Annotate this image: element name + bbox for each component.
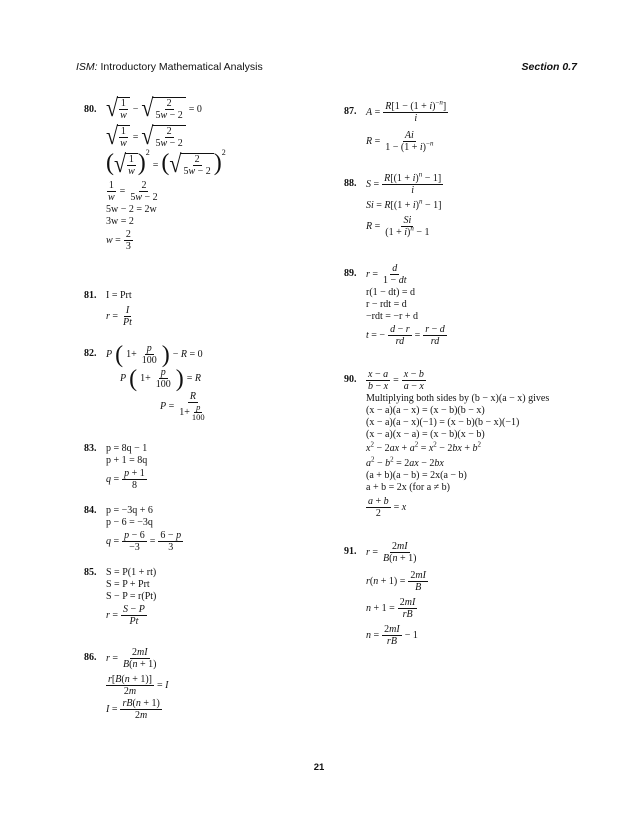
solution (106, 443, 150, 492)
solution (106, 342, 212, 423)
equation-line: r = $\frac{2mI}{B(n + 1)}$ (366, 541, 417, 564)
problem-number: 85. (84, 567, 97, 578)
equation-line: $\frac{x - a}{b - x}$ = $\frac{x - b}{a - x}$ (368, 369, 424, 392)
equation-line: n = $\frac{2mI}{rB}$ − 1 (366, 624, 418, 647)
explanation-text: Multiplying both sides by (b − x)(a − x) gives (366, 393, 550, 404)
equation-line: r = $\frac{I}{Pt}$ (106, 305, 132, 328)
equation-line: I = $\frac{rB(n + 1)}{2m}$ (106, 698, 160, 721)
equation-line: P = R 1+ $\frac{p}{100}$ (160, 391, 205, 422)
solution (106, 646, 172, 722)
page-number: 21 (313, 762, 325, 773)
problem-number: 89. (344, 268, 357, 279)
equation-line: √ $\frac{1}{w}$ − √ $\frac{2}{5w - 2}$ = 0 (106, 92, 202, 122)
equation-line: 3w = 2 (106, 216, 134, 227)
equation-line: P ( 1+ $\frac{p}{100}$ ) − R = 0 (106, 341, 203, 368)
running-header-section: Section 0.7 (521, 61, 577, 73)
equation-line: A = $\frac{R[1 - (1 + i)^{-n}]}{i}$ (366, 98, 447, 124)
equation-line: p + 1 = 8q (106, 455, 148, 466)
equation-line: ( √ $\frac{1}{w}$ ) 2 = ( √ $\frac{2}{5w - 2}$ ) 2 (106, 148, 226, 178)
equation-line: p = 8q − 1 (106, 443, 148, 454)
equation-line: $\frac{a + b}{2}$ = x (368, 496, 407, 519)
solution (366, 172, 446, 239)
equation-line: r = $\frac{S - P}{Pt}$ (106, 604, 145, 627)
equation-line: $\frac{r[B(n + 1)]}{2m}$ = I (108, 674, 169, 697)
equation-line: p − 6 = −3q (106, 517, 153, 528)
equation-line: p = −3q + 6 (106, 505, 153, 516)
equation-line: r = $\frac{d}{1 - dt}$ (366, 263, 407, 286)
equation-line: P ( 1+ $\frac{p}{100}$ ) = R (120, 365, 201, 392)
problem-number: 83. (84, 443, 97, 454)
book-title: Introductory Mathematical Analysis (100, 61, 263, 73)
equation-line: S = P + Prt (106, 579, 150, 590)
solution (366, 368, 549, 520)
book-abbrev: ISM: (76, 61, 98, 73)
equation-line: q = $\frac{p + 1}{8}$ (106, 468, 145, 491)
problem-number: 80. (84, 104, 97, 115)
solution (366, 540, 431, 648)
solution (106, 290, 137, 329)
problem-number: 90. (344, 374, 357, 385)
running-header-left (76, 61, 263, 73)
equation-line: √ $\frac{1}{w}$ = √ $\frac{2}{5w - 2}$ (106, 125, 229, 149)
equation-line: a + b = 2x (for a ≠ b) (366, 482, 450, 493)
solution (106, 567, 156, 628)
equation-line: (x − a)(x − a) = (x − b)(x − b) (366, 429, 485, 440)
problem-number: 84. (84, 505, 97, 516)
equation-line: $a^2 - b^2 = 2ax - 2bx$ (366, 455, 444, 469)
equation-line: S = P(1 + rt) (106, 567, 157, 578)
equation-line: t = − $\frac{d - r}{rd}$ = $\frac{r - d}{rd}$ (366, 324, 445, 347)
equation-line: (a + b)(a − b) = 2x(a − b) (366, 470, 467, 481)
problem-number: 88. (344, 178, 357, 189)
solution (366, 100, 451, 154)
equation-line: $\frac{1}{w}$ = $\frac{2}{5w - 2}$ (108, 180, 158, 203)
equation-line: r = $\frac{2mI}{B(n + 1)}$ (106, 647, 157, 670)
equation-line: S = $\frac{R[(1 + i)^n - 1]}{i}$ (366, 170, 442, 196)
equation-line: S − P = r(Pt) (106, 591, 157, 602)
problem-number: 81. (84, 290, 97, 301)
solution (106, 92, 229, 253)
equation-line: −rdt = −r + d (366, 311, 418, 322)
problem-number: 82. (84, 348, 97, 359)
equation-line: r − rdt = d (366, 299, 407, 310)
solution (106, 505, 186, 554)
problem-number: 87. (344, 106, 357, 117)
equation-line: 5w − 2 = 2w (106, 204, 157, 215)
equation-line: R = $\frac{Si}{(1 + i)^n - 1}$ (366, 215, 430, 238)
problem-number: 86. (84, 652, 97, 663)
equation-line: w = $\frac{2}{3}$ (106, 229, 131, 252)
equation-line: r(1 − dt) = d (366, 287, 416, 298)
equation-line: I = Prt (106, 290, 132, 301)
solution (366, 262, 450, 348)
equation-line: $x^2 - 2ax + a^2 = x^2 - 2bx + b^2$ (366, 440, 482, 454)
problem-number: 91. (344, 546, 357, 557)
equation-line: R = $\frac{Ai}{1 - (1 + i)^{-n}}$ (366, 130, 434, 153)
equation-line: (x − a)(a − x)(−1) = (x − b)(b − x)(−1) (366, 417, 520, 428)
equation-line: $Si = R[(1 + i)^n - 1]$ (366, 197, 442, 211)
equation-line: (x − a)(a − x) = (x − b)(b − x) (366, 405, 485, 416)
equation-line: q = $\frac{p - 6}{-3}$ = $\frac{6 - p}{3}$ (106, 530, 182, 553)
equation-line: r(n + 1) = $\frac{2mI}{B}$ (366, 570, 426, 593)
equation-line: n + 1 = $\frac{2mI}{rB}$ (366, 597, 416, 620)
